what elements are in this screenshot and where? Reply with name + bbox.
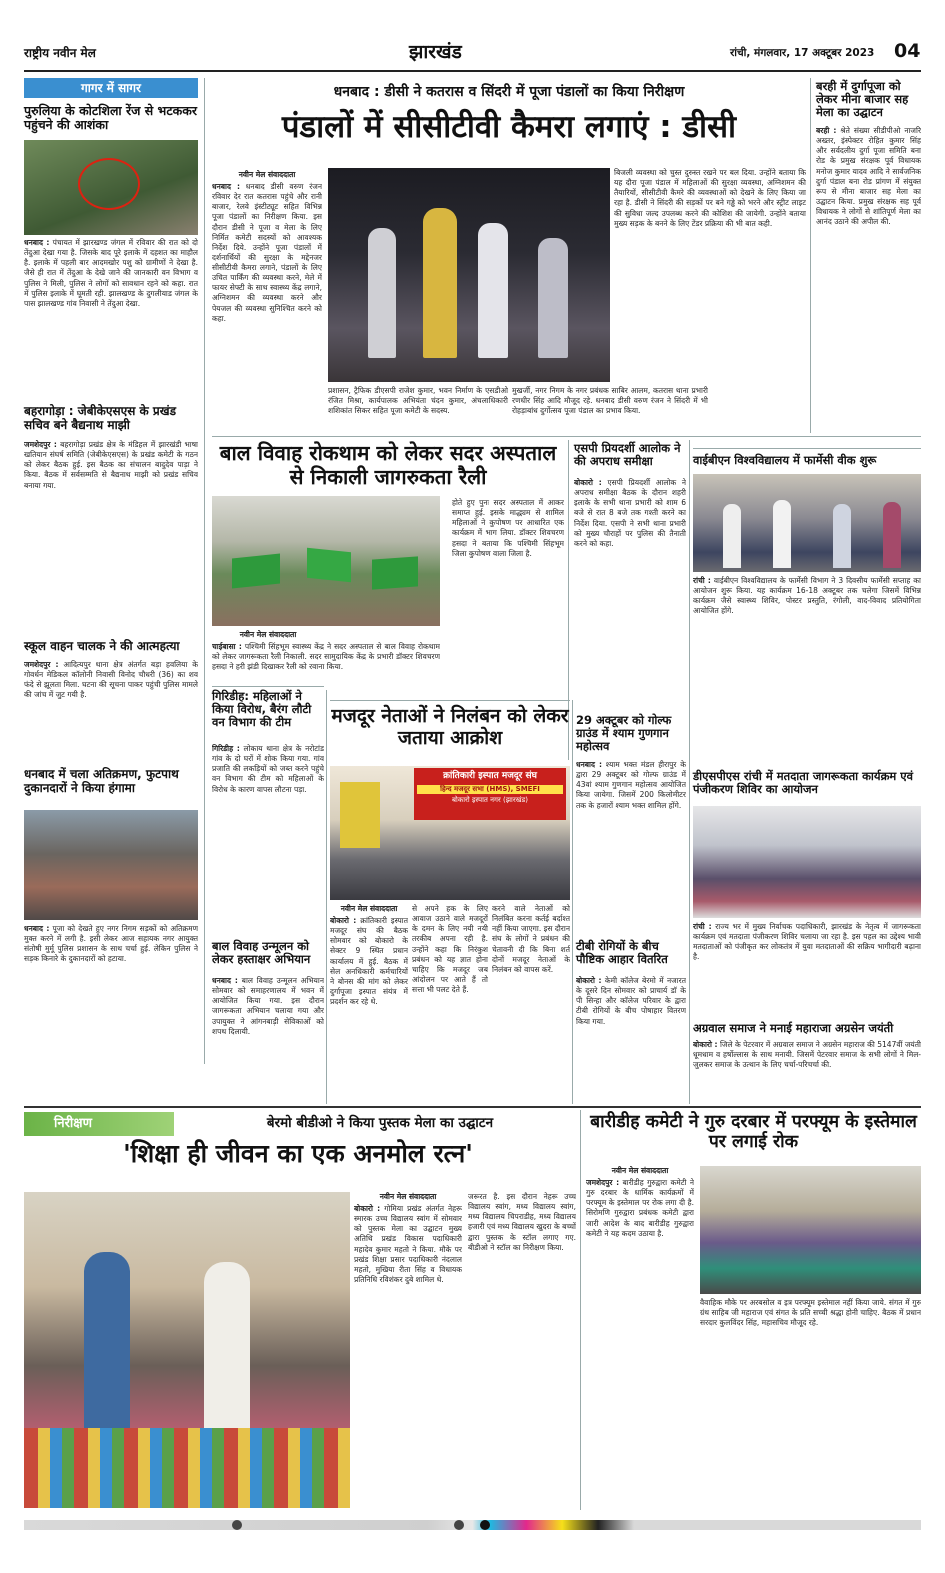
sp-review-headline: एसपी प्रियदर्शी आलोक ने की अपराध समीक्षा (574, 441, 681, 469)
perfume-ban-headline: बारीडीह कमेटी ने गुरु दरबार में परफ्यूम के इस्तेमाल पर लगाई रोक (590, 1112, 917, 1153)
right-story1-headline: बरही में दुर्गापूजा को लेकर मीना बाजार सह मेला का उद्घाटन (816, 79, 909, 120)
labour-headline: मजदूर नेताओं ने निलंबन को लेकर जताया आक्रोश (331, 705, 569, 749)
voter-awareness-photo (693, 806, 921, 918)
left-story2-text: बहरागोड़ा प्रखंड क्षेत्र के मंडिहल में झारखंडी भाषा खतियान संघर्ष समिति (जेबीकेएसएस) के प्रखंड कमेटी के गठन को लेकर बैठक हुई. इस बैठक का संचालन बादुदेव पाड़ा ने किया. बैठक में सर्वसम्मति से बैद्यनाथ माझी को प्रखंड सचिव बनाया गया. (24, 440, 198, 490)
left-story4-body (24, 924, 198, 1060)
perfume-ban-dateline: जमशेदपुर : (586, 1178, 620, 1187)
book-fair-headline: 'शिक्षा ही जीवन का एक अनमोल रत्न' (123, 1139, 473, 1168)
tb-dateline: बोकारो : (576, 976, 602, 985)
golf-text: श्याम भक्त मंडल हीरापुर के द्वारा 29 अक्टूबर को गोल्फ ग्राउंड में 43वां श्याम गुणगान महोत्सव आयोजित किया जायेगा. जिसमें 200 किलोमीटर तक के हजारों श्याम भक्त शामिल होंगे. (576, 760, 686, 810)
right-story2-text: वाईबीएन विश्वविद्यालय के फार्मेसी विभाग ने 3 दिवसीय फार्मेसी सप्ताह का आयोजन शुरू किया. यह कार्यक्रम 16-18 अक्टूबर तक चलेगा जिसमें विभिन्न कार्यक्रम जैसे स्वास्थ्य शिविर, पोस्टर प्रस्तुति, रंगोली, वाद-विवाद प्रतियोगिता आयोजित होंगे. (693, 576, 921, 616)
child-marriage-text: पश्चिमी सिंहभूम स्वास्थ्य केंद्र ने सदर अस्पताल से बाल विवाह रोकथाम को लेकर जागरूकता रैली निकाली. सदर सामुदायिक केंद्र के प्रभारी डॉक्टर शिवचरण हसदा ने हरी झंडी दिखाकर रैली को रवाना किया. (212, 642, 440, 672)
top-story-caption: प्रशासन, ट्रैफिक डीएसपी राजेश कुमार, भवन निर्माण के एसडीओ रंजित मिश्रा, कार्यपालक अभियंता चंदन कुमार, अंचलाधिकारी शशिकांत सिकर सहित पूजा कमेटी के सदस्य. (328, 386, 508, 416)
green-banner (372, 556, 418, 589)
books-table (24, 1428, 350, 1508)
bottom-section-tag: निरीक्षण (24, 1112, 174, 1136)
bottom-section-rule (24, 1106, 921, 1108)
photo-figure (84, 1252, 130, 1432)
photo-figure (773, 500, 791, 568)
tb-text: केमी कॉलेज बेरमो में नजारत के दूसरे दिन सोमवार को प्राचार्य डॉ के पी सिन्हा और कॉलेज परिवार के द्वारा टीबी रोगियों के बीच पोषाहार वितरण किया गया. (576, 976, 686, 1026)
encroachment-crowd-photo (24, 810, 198, 920)
register-mark (232, 1520, 242, 1530)
mid-rule-2 (689, 440, 690, 1104)
footer-register-bar (24, 1520, 921, 1530)
photo-figure (368, 228, 396, 358)
book-fair-body1 (354, 1204, 462, 1506)
labour-byline: नवीन मेल संवाददाता (340, 904, 398, 913)
left-story2-dateline: जमशेदपुर : (24, 440, 57, 449)
right-story4-body (693, 1040, 921, 1100)
child-marriage-dateline: चाईबासा : (212, 642, 242, 651)
union-banner-sub: हिन्द मजदूर सभा (HMS), SMEFI (417, 785, 563, 794)
photo-figure (478, 223, 508, 358)
top-story-body-right: बिजली व्यवस्था को चुस्त दुरुस्त रखने पर बल दिया. उन्होंने बताया कि यह दौरा पूजा पंडाल में महिलाओं की सुरक्षा व्यवस्था, अग्निशमन की तैयारियों, सीसीटीवी कैमरे की व्यवस्थाओं को देखने के लिए किया जा रहा है. डीसी ने सिंदरी की सड़कों पर बने गड्ढे को भरने और स्ट्रीट लाइट की सुविधा जल्द उपलब्ध करने की कोशिश की जायेगी. उन्होंने बताया मुख्य सड़क के बनने के लिए टेंडर प्रक्रिया की भी बात कही. (614, 168, 806, 228)
signature-campaign-text: बाल विवाह उन्मूलन अभियान सोमवार को समाहरणालय में भवन में आयोजित किया गया. इस दौरान जागरूकता अभियान चलाया गया और उपायुक्त ने आंगनबाड़ी सेविकाओं को शपथ दिलायी. (212, 976, 324, 1036)
left-story4-dateline: धनबाद : (24, 924, 50, 933)
masthead-rule (24, 70, 921, 72)
sp-review-text: एसपी प्रियदर्शी आलोक ने अपराध समीक्षा बैठक के दौरान शहरी इलाके के सभी थाना प्रभारी को शाम 6 बजे से रात 8 बजे तक गश्ती करने का निर्देश दिया. एसपी ने सभी थाना प्रभारी को मुख्य चौराहों पर पुलिस की तैनाती करने को कहा. (574, 478, 686, 548)
left-column-rule (204, 78, 205, 1064)
labour-text: क्रांतिकारी इस्पात मजदूर संघ की बैठक सोमवार को बोकारो के सेक्टर 9 स्थित प्रधान कार्यालय में हुई. बैठक में सेल अनधिकारी कर्मचारियों ने बोनस की मांग को लेकर दुर्गापूजा इस्पात संयंत्र में प्रदर्शन कर रहे थे. (330, 916, 408, 1006)
book-fair-text1: गोमिया प्रखंड अंतर्गत नेहरू स्मारक उच्च विद्यालय स्वांग में सोमवार को पुस्तक मेला का उद्घाटन मुख्य अतिथि प्रखंड विकास पदाधिकारी महादेव कुमार महतो ने किया. मौके पर प्रखंड शिक्षा प्रसार पदाधिकारी नंदलाल महतो, मुखिया रीता सिंह व विधायक प्रतिनिधि रविशंकर दुबे शामिल थे. (354, 1204, 462, 1284)
right-story2-headline: वाईबीएन विश्वविद्यालय में फार्मेसी वीक शुरू (693, 453, 877, 467)
left-story3-dateline: जमशेदपुर : (24, 660, 59, 669)
book-fair-photo (24, 1192, 350, 1508)
left-story3-body (24, 660, 198, 760)
pharmacy-week-photo (693, 474, 921, 572)
photo-figure (423, 208, 457, 358)
signature-campaign-headline: बाल विवाह उन्मूलन को लेकर हस्ताक्षर अभियान (212, 939, 311, 967)
bottom-rule (580, 1110, 581, 1510)
green-banner (307, 548, 351, 583)
giridih-dateline: गिरिडीह : (212, 744, 240, 753)
mid-rule-3 (326, 690, 327, 1104)
book-fair-kicker: बेरमो बीडीओ ने किया पुस्तक मेला का उद्घाटन (266, 1115, 494, 1131)
right-story4-headline: अग्रवाल समाज ने मनाई महाराजा अग्रसेन जयंती (693, 1021, 894, 1035)
photo-figure (883, 502, 901, 568)
rally-photo (212, 496, 440, 626)
highlight-circle (78, 158, 140, 210)
brand-logo (24, 44, 96, 61)
book-fair-dateline: बोकारो : (354, 1204, 381, 1213)
left-story4-text: पूजा को देखते हुए नगर निगम सड़कों को अतिक्रमण मुक्त करने में लगी है. इसी लेकर आज सहायक नगर आयुक्त संतोषी मुर्मू पुलिस प्रशासन के साथ चर्चा हुई. लेकिन पुलिस ने सड़क किनारे के दुकानदारों को हटाया. (24, 924, 198, 964)
right-story1-dateline: बरही : (816, 126, 837, 135)
child-marriage-body (212, 642, 440, 682)
labour-body2: से अपने हक के लिए आवाज उठाने वाले मजदूरों के दमन के लिए नयी नयी तरकीब अपना रही है. उन्होंने कहा कि निरंकुश प्रबंधन को यह ज्ञात होना चाहिए कि मजदूर जब आंदोलन पर आते हैं तो सत्ता भी पलट देते हैं. (412, 904, 488, 994)
right-column-rule (810, 78, 811, 433)
photo-figure (833, 504, 851, 568)
photo-figure (723, 504, 741, 568)
top-story-text-left: धनबाद डीसी वरुण रंजन रविवार देर रात कतरास पहुंचे और रानी बाजार, रेलवे इंस्टीट्यूट सहित विभिन्न पूजा पंडालों का निरीक्षण किया. इस दौरान डीसी ने पूजा व मेला के लिए निर्मित कमेटी सदस्यों को आवश्यक निर्देश दिये. उन्होंने पूजा पंडालों में दर्शनार्थियों की सुरक्षा के मद्देनजर सीसीटीवी कैमरा लगाने, पंडालों के लिए उचित पार्किंग की व्यवस्था करने, मेले में फायर सेफ्टी के साथ स्वास्थ्य केंद्र लगाने, अग्निशमन की व्यवस्था करने और पेयजल की व्यवस्था सुनिश्चित करने को कहा. (212, 182, 322, 323)
giridih-body (212, 744, 324, 914)
left-story3-text: आदित्यपुर थाना क्षेत्र अंतर्गत बड़ा हवलिया के गोवर्धन मेडिकल कॉलोनी निवासी विनोद चौधरी (36) का शव फंदे से झूलता मिला. घटना की सूचना पाकर पहुंची पुलिस मामले की जांच में जुट गयी है. (24, 660, 198, 700)
union-banner-title: क्रांतिकारी इस्पात मजदूर संघ (443, 771, 537, 781)
gurudwara-meeting-photo (700, 1166, 921, 1294)
left-story1-text: पंचायत में झारखण्ड जंगल में रविवार की रात को दो तेंदुआ देखा गया है. जिसके बाद पूरे इलाके में दहशत का माहौल है. इलाके में पहली बार आदमखोर पशु को ग्रामीणों ने देखा है. जैसे ही रात में तेंदुआ के देखे जाने की जानकारी वन विभाग व पुलिस ने मिली, पुलिस ने लोगों को सावधान रहने को कहा. रात में पुलिस इलाके में घूमती रही. झालखण्ड के दुगलीयाड जंगल के पास झालखण्ड गांव निवासी ने तेंदुआ देखा. (24, 238, 198, 308)
perfume-ban-body (586, 1178, 694, 1506)
dc-inspection-photo (328, 168, 610, 382)
labour-body3: करने वाले नेताओं को निलंबित करना कर्तई बर्दाश्त नहीं किया जाएगा. इस दौरान संघ के लोगों ने प्रबंधन की चेतावनी दी कि बिना शर्त दोनों मजदूर नेताओं के निलंबन को वापस करें. (492, 904, 570, 974)
right-story2-body (693, 576, 921, 686)
left-story1-body (24, 238, 198, 398)
masthead (24, 38, 921, 68)
tb-headline: टीबी रोगियों के बीच पौष्टिक आहार वितरित (576, 939, 668, 967)
top-story-kicker: धनबाद : डीसी ने कतरास व सिंदरी में पूजा पंडालों का किया निरीक्षण (333, 84, 685, 100)
golf-dateline: धनबाद : (576, 760, 602, 769)
left-story1-headline: पुरुलिया के कोटशिला रेंज से भटककर पहुंचने की आशंका (24, 103, 197, 133)
labour-dateline: बोकारो : (330, 916, 357, 925)
giridih-text: लोकाय थाना क्षेत्र के नरोटांड गांव के दो घरों में शोक किया गया. गांव प्रजाति की लकड़ियों को जब्त करने पहुंचे वन विभाग की टीम को महिलाओं के विरोध के कारण वापस लौटना पड़ा. (212, 744, 324, 794)
green-banner (232, 553, 280, 588)
left-section-tag: गागर में सागर (24, 78, 198, 98)
right-story1-text: श्रेते संख्या सीडीपीओ नाजरि अख्तर, इंस्पेक्टर रोहित कुमार सिंह और सर्वदलीय दुर्गा पूजा समिति बना रोड के प्रमुख संरक्षक पूर्व विधायक मनोज कुमार यादव आदि ने सार्वजनिक दुर्गा पंडाल बना रोड प्रांगण में संयुक्त रूप से मीना बाजार सह मेला का उद्घाटन किया. प्रमुख संरक्षक सह पूर्व विधायक ने लोगों से शांतिपूर्ण मेला का आनंद उठाने की अपील की. (816, 126, 921, 227)
union-banner (414, 768, 566, 820)
photo-figure (204, 1262, 250, 1432)
top-story-headline: पंडालों में सीसीटीवी कैमरा लगाएं : डीसी (281, 109, 737, 145)
book-fair-body2: जरूरत है. इस दौरान नेहरू उच्च विद्यालय स्वांग, मध्य विद्यालय स्वांग, मध्य विद्यालय चिपराडीह, मध्य विद्यालय हजारी एवं मध्य विद्यालय खुदरा के बच्चों द्वारा पुस्तक के स्टॉल लगाए गए. बीडीओ ने स्टॉल का निरीक्षण किया. (468, 1192, 576, 1252)
giridih-headline: गिरिडीह: महिलाओं ने किया विरोध, बैरंग लौटी वन विभाग की टीम (212, 689, 312, 730)
giridih-rule (212, 686, 324, 687)
top-story-byline: नवीन मेल संवाददाता (238, 170, 296, 179)
tb-body (576, 976, 686, 1100)
golf-headline: 29 अक्टूबर को गोल्फ ग्राउंड में श्याम गुणगान महोत्सव (576, 713, 672, 754)
photo-figure (538, 238, 568, 358)
right-story3-headline: डीएसपीएस रांची में मतदाता जागरूकता कार्यक्रम एवं पंजीकरण शिविर का आयोजन (693, 769, 914, 797)
right-story4-text: जिले के पेटरवार में अग्रवाल समाज ने अग्रसेन महाराज की 5147वीं जयंती धूमधाम व हर्षोल्लास के साथ मनायी. जिसमें पेटरवार समाज के सभी लोगों ने मिल-जुलकर समाज के उत्थान के लिए चर्चा-परिचर्चा की. (693, 1040, 921, 1070)
perfume-ban-text: बारीडीह गुरुद्वारा कमेटी ने गुरु दरबार के धार्मिक कार्यक्रमों में परफ्यूम के इस्तेमाल पर रोक लगा दी है. सिरोमणि गुरुद्वारा प्रबंधक कमेटी द्वारा जारी आदेश के बाद बारीडीह गुरुद्वारा कमेटी ने यह कदम उठाया है. (586, 1178, 694, 1238)
right-story1-body (816, 126, 921, 446)
sp-review-dateline: बोकारो : (574, 478, 602, 487)
signature-campaign-dateline: धनबाद : (212, 976, 238, 985)
left-story4-headline: धनबाद में चला अतिक्रमण, फुटपाथ दुकानदारों ने किया हंगामा (24, 767, 179, 795)
labour-body (330, 916, 408, 1102)
right-story3-body (693, 922, 921, 1018)
mid-section-rule (212, 436, 921, 437)
right-story4-dateline: बोकारो : (693, 1040, 718, 1049)
right-section-rule (693, 448, 921, 449)
child-marriage-byline: नवीन मेल संवाददाता (239, 630, 297, 639)
left-story2-headline: बहरागोड़ा : जेबीकेएसएस के प्रखंड सचिव बने बैद्यनाथ माझी (24, 404, 176, 432)
register-mark (480, 1520, 490, 1530)
right-story3-dateline: रांची : (693, 922, 712, 931)
register-mark (454, 1520, 464, 1530)
dateline: रांची, मंगलवार, 17 अक्टूबर 2023 (730, 47, 875, 59)
right-story2-dateline: रांची : (693, 576, 711, 585)
top-story-dateline: धनबाद : (212, 182, 240, 191)
leopard-forest-photo (24, 140, 198, 235)
top-story-body-left (212, 182, 322, 430)
left-story1-dateline: धनबाद : (24, 238, 50, 247)
child-marriage-body2: होते हुए पुनः सदर अस्पताल में आकर समाप्त हुई. इसके माद्ध्यम से शामिल महिलाओं ने कुपोषण पर आधारित एक कार्यक्रम में भाग लिया. डॉक्टर शिवचरण हसदा ने बताया कि पश्चिमी सिंहभूम जिला कुपोषण वाला जिला है. (452, 498, 564, 558)
brand-name: राष्ट्रीय नवीन मेल (24, 46, 96, 60)
book-fair-byline: नवीन मेल संवाददाता (379, 1192, 437, 1201)
page-number: 04 (894, 40, 921, 62)
left-story3-headline: स्कूल वाहन चालक ने की आत्महत्या (24, 639, 180, 653)
section-name: झारखंड (409, 41, 462, 63)
perfume-ban-byline: नवीन मेल संवाददाता (611, 1166, 669, 1175)
meeting-door (340, 782, 380, 848)
perfume-ban-body2: वैवाहिक मौके पर अरबसोल व इत्र परफ्यूम इस्तेमाल नहीं किया जाये. संगत में गुरु ग्रंथ साहिब जी महाराज एवं संगत के प्रति सच्ची श्रद्धा होनी चाहिए. बैठक में प्रधान सरदार कुलविंदर सिंह, महासचिव मौजूद रहे. (700, 1298, 921, 1328)
mid-rule-4 (572, 700, 573, 1104)
top-story-body-mid: मुखर्जी, नगर निगम के नगर प्रबंधक साबिर आलम, कतरास थाना प्रभारी रणधीर सिंह आदि मौजूद रहे. धनबाद डीसी वरुण रंजन ने सिंदरी में भी रोहड़ाबांध दुर्गोत्सव पूजा पंडाल का प्रभाव किया. (512, 386, 708, 416)
labour-rule (330, 700, 570, 701)
child-marriage-headline: बाल विवाह रोकथाम को लेकर सदर अस्पताल से निकाली जागरुकता रैली (219, 441, 557, 489)
right-story3-text: राज्य भर में मुख्य निर्वाचक पदाधिकारी, झारखंड के नेतृत्व में जागरूकता कार्यक्रम एवं मतदाता पंजीकरण शिविर चलाया जा रहा है. इस पहल का उद्देश्य भावी मतदाताओं को पंजीकृत कर लोकतंत्र में युवा मतदाताओं की सक्रिय भागीदारी बढ़ाना है. (693, 922, 921, 962)
golf-body (576, 760, 686, 930)
signature-campaign-body (212, 976, 324, 1100)
union-meeting-photo (330, 766, 570, 900)
union-banner-loc: बोकारो इस्पात नगर (झारखंड) (452, 795, 528, 804)
sp-review-body (574, 478, 686, 710)
left-story2-body (24, 440, 198, 632)
